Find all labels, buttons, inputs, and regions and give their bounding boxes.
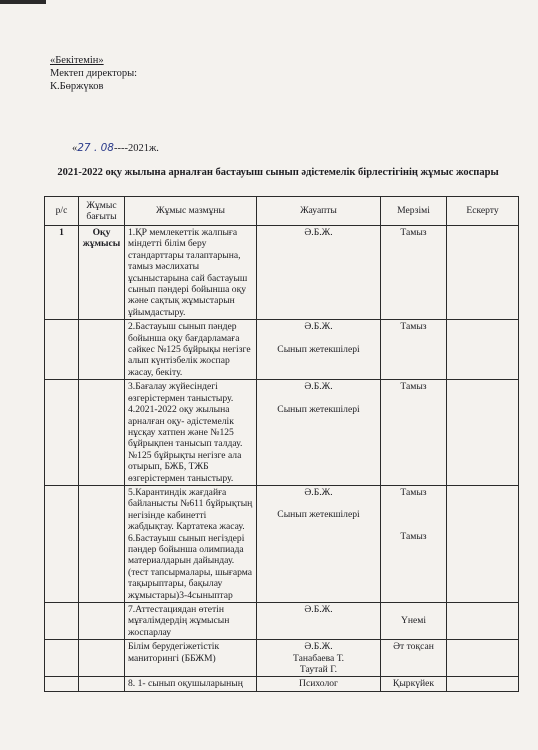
table-row: [45, 603, 519, 640]
table-body: [45, 226, 519, 692]
approval-date: [72, 142, 159, 154]
deadline-line: [384, 498, 443, 509]
cell-responsible: [257, 640, 381, 677]
table-row: [45, 226, 519, 320]
cell-responsible: [257, 603, 381, 640]
responsible-line: [260, 333, 377, 344]
cell-content: [125, 380, 257, 486]
responsible-line: [260, 393, 377, 404]
cell-direction: [79, 485, 125, 602]
header-content: Жұмыс мазмұны: [125, 197, 257, 226]
cell-num: [45, 640, 79, 677]
cell-deadline: [381, 485, 447, 602]
date-suffix: ----2021ж.: [114, 143, 159, 154]
approval-heading: «Бекітемін»: [50, 55, 104, 66]
cell-content: [125, 603, 257, 640]
responsible-line: Ә.Б.Ж.: [304, 604, 333, 615]
content-line: 3.Бағалау жүйесіндегі өзгерістермен таныстыру.: [128, 381, 234, 404]
cell-deadline: [381, 380, 447, 486]
cell-deadline: [381, 677, 447, 691]
cell-responsible: [257, 320, 381, 380]
content-line: 4.2021-2022 оқу жылына арналған оқу- әдістемелік нұсқау хатпен және №125 бұйрықпен танысып талдау. №125 бұйрықты негізге ала отырып, БЖБ, ТЖБ өзгерістермен таныстыру.: [128, 404, 243, 484]
cell-direction: [79, 380, 125, 486]
responsible-line: Ә.Б.Ж.: [304, 381, 333, 393]
responsible-line: [260, 498, 377, 509]
responsible-line: Психолог: [299, 678, 338, 690]
cell-num: [45, 677, 79, 691]
header-num: р/с: [45, 197, 79, 226]
deadline-line: Қыркүйек: [392, 678, 435, 690]
cell-deadline: [381, 640, 447, 677]
cell-content: [125, 226, 257, 320]
cell-note: [447, 603, 519, 640]
content-line: Білім берудегіжетістік маниторингі (ББЖМ): [128, 641, 220, 664]
cell-note: [447, 380, 519, 486]
deadline-line: Тамыз: [400, 321, 427, 333]
cell-responsible: [257, 677, 381, 691]
cell-content: [125, 485, 257, 602]
cell-note: [447, 677, 519, 691]
deadline-line: Үнемі: [400, 615, 427, 626]
content-line: 8. 1- сынып оқушыларының: [128, 678, 243, 690]
header-note: Ескерту: [447, 197, 519, 226]
content-line: 2.Бастауыш сынып пәндер бойынша оқу бағдарламаға сәйкес №125 бұйрықы негізге алып күнтізбелік жоспар жасау, бекіту.: [128, 321, 251, 378]
content-line: 5.Карантиндік жағдайға байланысты №611 бұйрықтың негізінде кабинетті жабдықтау. Картатека жасау.: [128, 486, 253, 533]
table-row: [45, 677, 519, 691]
deadline-line: Тамыз: [400, 531, 427, 543]
header-responsible: Жауапты: [257, 197, 381, 226]
deadline-line: [384, 604, 443, 615]
director-title: Мектеп директоры:: [50, 68, 138, 79]
cell-num: [45, 380, 79, 486]
cell-num: [45, 320, 79, 380]
content-line: 1.ҚР мемлекеттік жалпыға міндетті білім беру стандарттары талаптарына, тамыз мәслихаты ұсыныстарына сай бастауыш сынып пәндері бойынша оқу және сақтық жұмыстарын ұйымдастыру.: [128, 227, 248, 318]
cell-direction: [79, 603, 125, 640]
cell-deadline: [381, 320, 447, 380]
cell-direction: Оқу жұмысы: [79, 226, 125, 320]
responsible-line: Ә.Б.Ж.: [304, 227, 333, 238]
table-row: [45, 640, 519, 677]
cell-deadline: [381, 603, 447, 640]
cell-content: [125, 677, 257, 691]
deadline-line: Әт тоқсан: [393, 641, 434, 653]
table-header-row: [45, 197, 519, 226]
cell-direction: [79, 677, 125, 691]
responsible-line: Танабаева Т.: [292, 652, 345, 664]
table-row: [45, 380, 519, 486]
table-row: [45, 320, 519, 380]
header-direction: Жұмыс бағыты: [79, 197, 125, 226]
cell-num: 1: [45, 226, 79, 320]
content-line: 6.Бастауыш сынып негіздері пәндер бойынша олимпиада материалдарын дайындау. (тест тапсырмалары, шығарма тақырыптары, бақылау жұмыстары)3-4сыныптар: [128, 532, 253, 601]
responsible-line: Таутай Г.: [299, 664, 338, 676]
table-row: [45, 485, 519, 602]
deadline-line: Тамыз: [400, 227, 427, 238]
cell-note: [447, 320, 519, 380]
responsible-line: Сынып жетекшілері: [277, 403, 360, 415]
cell-content: [125, 320, 257, 380]
date-prefix: «: [72, 143, 78, 154]
scan-edge-mark: [0, 0, 46, 4]
header-deadline: Мерзімі: [381, 197, 447, 226]
deadline-line: Тамыз: [400, 381, 427, 393]
responsible-line: Сынып жетекшілері: [277, 509, 360, 521]
deadline-line: [384, 520, 443, 531]
cell-responsible: [257, 226, 381, 320]
director-name: К.Бөржүков: [50, 81, 104, 92]
cell-note: [447, 226, 519, 320]
cell-note: [447, 640, 519, 677]
cell-responsible: [257, 485, 381, 602]
cell-num: [45, 485, 79, 602]
cell-direction: [79, 320, 125, 380]
responsible-line: Ә.Б.Ж.: [304, 641, 333, 653]
document-title: 2021-2022 оқу жылына арналған бастауыш сынып әдістемелік бірлестігінің жұмыс жоспары: [57, 167, 499, 178]
deadline-line: [384, 509, 443, 520]
approval-block: [50, 54, 137, 93]
cell-direction: [79, 640, 125, 677]
deadline-line: Тамыз: [400, 486, 427, 498]
responsible-line: Ә.Б.Ж.: [304, 321, 333, 333]
content-line: 7.Аттестациядан өтетін мұғалімдердің жұмысын жоспарлау: [128, 604, 230, 638]
cell-responsible: [257, 380, 381, 486]
cell-deadline: [381, 226, 447, 320]
cell-note: [447, 485, 519, 602]
responsible-line: Сынып жетекшілері: [277, 343, 360, 355]
date-handwritten: 27 . 08: [77, 142, 114, 154]
responsible-line: Ә.Б.Ж.: [304, 486, 333, 498]
cell-num: [45, 603, 79, 640]
work-plan-table: [44, 196, 519, 692]
cell-content: [125, 640, 257, 677]
